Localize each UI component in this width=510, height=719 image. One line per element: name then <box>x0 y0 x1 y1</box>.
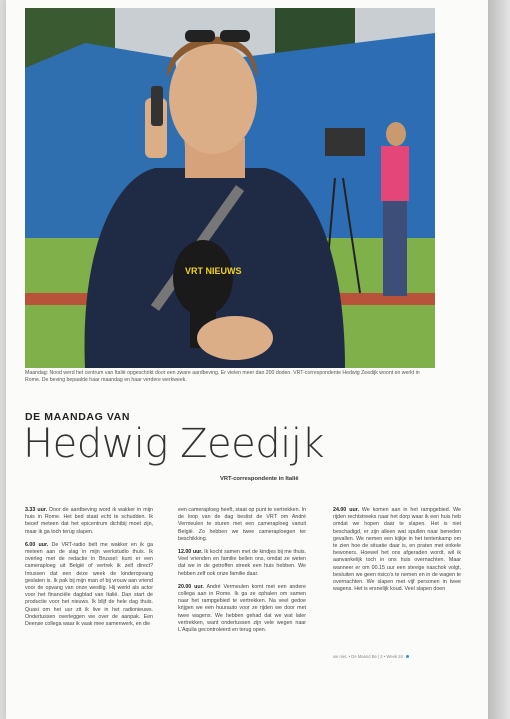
photo-illustration <box>25 8 435 368</box>
article-title: Hedwig Zeedijk <box>23 421 325 467</box>
paragraph: 6.00 uur. De VRT-radio belt me wakker en ik ga meteen aan de slag in mijn werkstudio thuis. Ik overleg met de redactie in Brussel: kunt er een cameraploeg uit België of vertrek ik zelf direct? Intussen dat een deze week de kinderopvang geslaten is. Ik pak bij mijn man of bij vrouw aan vriend voor de opvang van onze westlig. Hij werkt als actor voor het financiële dagblad van Italië. Dan start de productie voor het nieuws. Ik blijf de hele dag thuis. Quasi om het uur zit ik live in het radionieuws. Ondertussen overleggen we over de aanpak. Een Deense collega waar ik vaak mee samenwerk, en die <box>25 541 153 628</box>
page-edge <box>488 0 510 719</box>
paragraph: een cameraploeg heeft, staat op punt te vertrekken. In de loop van de dag beslist de VRT om André Vermeulen te sturen met een cameraploeg vanuit België. Zo hebben we twee cameraploegen ter beschikking. <box>178 507 306 542</box>
text-column-1 <box>25 507 153 634</box>
article-subtitle: VRT-correspondente in Italië <box>220 476 299 482</box>
microphone-label: VRT NIEUWS <box>185 266 242 276</box>
paragraph: 20.00 uur. André Vermeulen komt met een andere collega aan in Rome. Ik ga ze ophalen om samen naar het rampgebied te vertrekken. Na veel gedoe krijgen we een huurauto voor ze rijden we door met twee wagens. We hebben gehad dat we wat later vertrekken, want ondertussen zijn vele wegen naar L'Aquila gecontroleerd en terug open. <box>178 583 306 634</box>
paragraph: 24.00 uur. We komen aan in het rampgebied. We rijden rechtstreeks naar het dorp waar ik een huis heb omdat we hopen daar te slapen. Het is niet beschadigd, er zijn alleen wat spullen naar beneden gevallen. We nemen een kijkje in het tentenkamp om te zien hoe de situatie daar is, en praten met enkele bewoners. Hoewel het ons afgeraden wordt, wil ik aanvankelijk toch in ons huis overnachten. Maar wanneer er om 00.15 uur een stevige naschok volgt, besluiten we geen risico's te nemen en in de wagen te overnachten. We slapen met vijf personen in twee wagens. Het is ersnelijk koud. Veel slapen doen <box>333 507 461 593</box>
cover-photo <box>25 8 435 368</box>
text-column-2 <box>178 507 306 640</box>
paragraph: 12.00 uur. Ik kocht samen met de kindjes bij me thuis. Veel vrienden en familie bellen ons, omdat ze weten dat we in de getroffen streek een huis hebben. We hebben zelf ook onze familie daar. <box>178 549 306 577</box>
text-column-3 <box>333 507 461 599</box>
bullet-dot-icon <box>406 655 409 658</box>
photo-caption: Maandag: Nood werd het centrum van Italië opgeschrikt door een zware aardbeving. Er vielen meer dan 200 doden. VRT-correspondente Hedwig Zeedijk woont en werkt in Rome. De beving bepaalde haar maandag en haar verdere werkweek. <box>25 370 420 383</box>
section-kicker: DE MAANDAG VAN <box>25 411 131 423</box>
page-footer: we niet. • De Maand Be | 2 • Week 16 <box>333 654 409 659</box>
paragraph: 3.33 uur. Door de aardbeving word ik wakker in mijn huis in Rome. Het bed staat echt te schudden. Ik beoef meteen dat het epicentrum dichtbij moet zijn, maar ik ga toch terug slapen. <box>25 507 153 535</box>
